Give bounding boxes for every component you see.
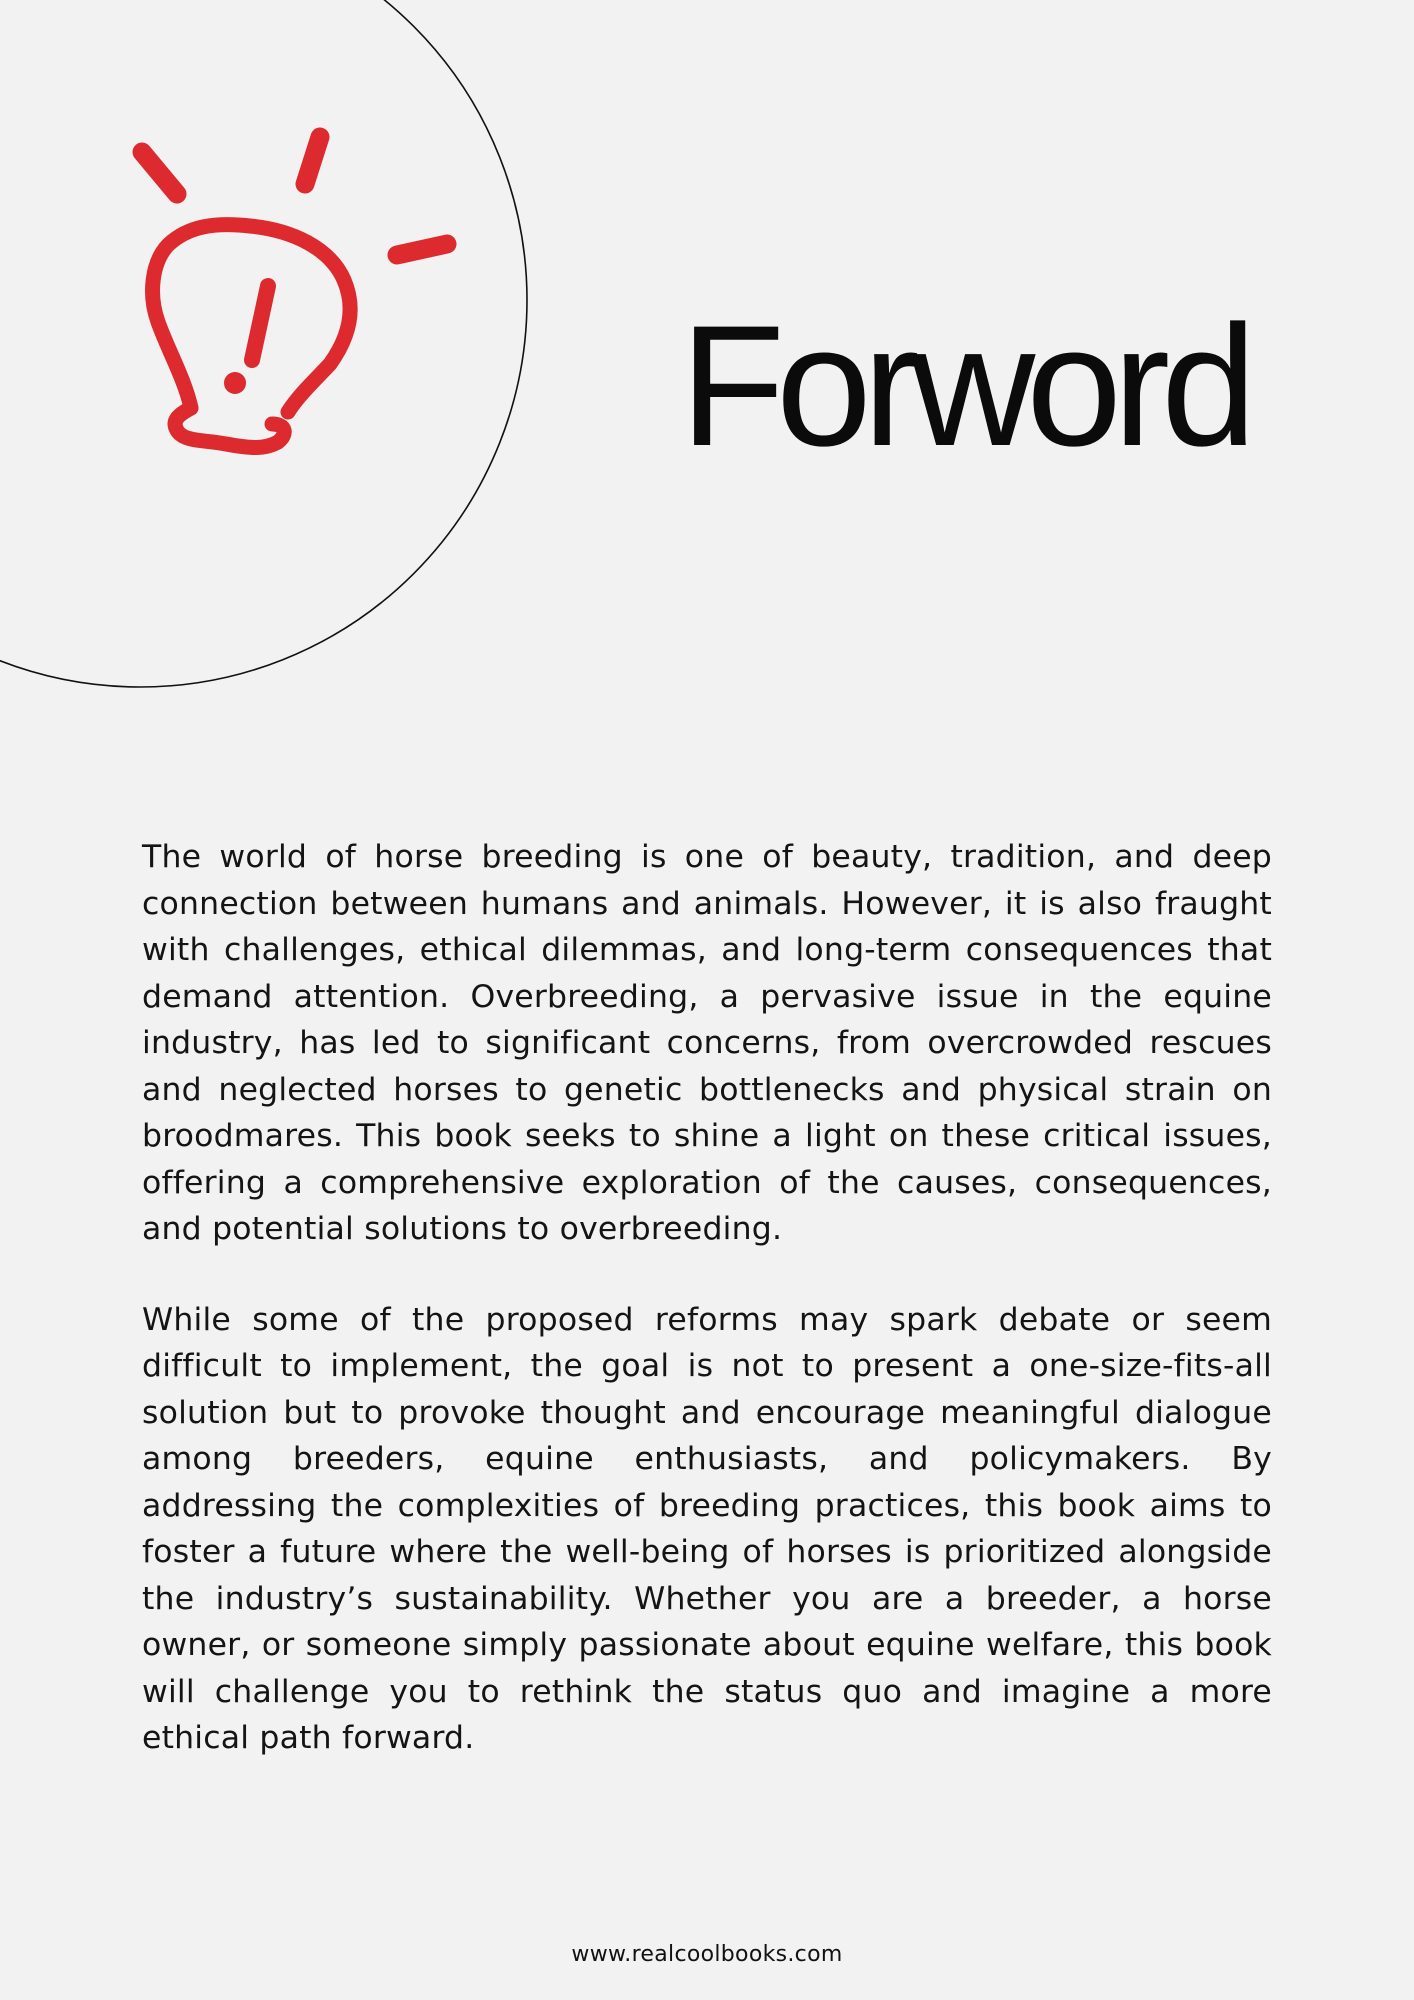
paragraph-1: The world of horse breeding is one of beauty, tradition, and deep connection between humans and animals. However, it is also fraught with challenges, ethical dilemmas, and long-term consequences that demand attention. Overbreeding, a pervasive issue in the equine industry, has led to significant concerns, from overcrowded rescues and neglected horses to genetic bottlenecks and physical strain on broodmares. This book seeks to shine a light on these critical issues, offering a comprehensive exploration of the causes, consequences, and potential solutions to overbreeding.	[142, 839, 1272, 1247]
exclamation-dot	[224, 372, 246, 394]
body-text	[142, 834, 1272, 1806]
page-title: Forword	[680, 290, 1248, 482]
paragraph-2: While some of the proposed reforms may spark debate or seem difficult to implement, the goal is not to present a one-size-fits-all solution but to provoke thought and encourage meaningful dialogue among breeders, equine enthusiasts, and policymakers. By addressing the complexities of breeding practices, this book aims to foster a future where the well-being of horses is prioritized alongside the industry’s sustainability. Whether you are a breeder, a horse owner, or someone simply passionate about equine welfare, this book will challenge you to rethink the status quo and imagine a more ethical path forward.	[142, 1301, 1272, 1756]
footer-website: www.realcoolbooks.com	[571, 1942, 843, 1967]
lightbulb-exclamation-icon	[120, 120, 460, 480]
